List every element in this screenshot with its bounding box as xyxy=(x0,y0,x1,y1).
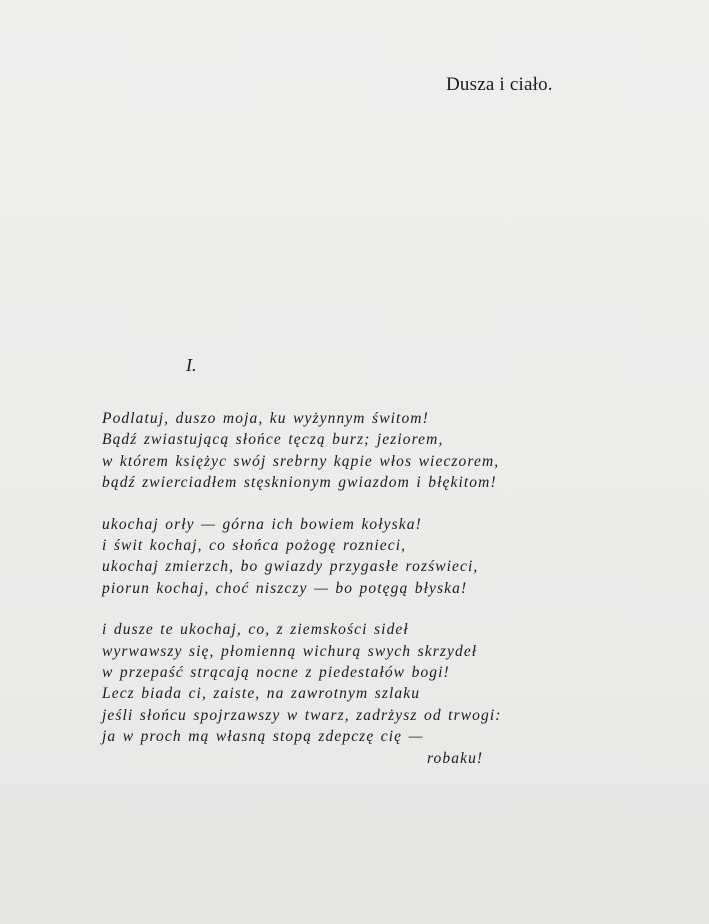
poem xyxy=(102,408,572,789)
poem-line-final-word: robaku! xyxy=(427,749,484,767)
poem-line: Podlatuj, duszo moja, ku wyżynnym świtom! xyxy=(102,410,429,427)
poem-line: wyrwawszy się, płomienną wichurą swych skrzydeł xyxy=(102,642,478,660)
poem-line: piorun kochaj, choć niszczy — bo potęgą błyska! xyxy=(102,579,468,597)
poem-line: i świt kochaj, co słońca pożogę roznieci, xyxy=(102,537,407,555)
page-title: Dusza i ciało. xyxy=(446,74,553,95)
stanza-2 xyxy=(102,514,572,600)
poem-line: ja w proch mą własną stopą zdepczę cię — xyxy=(102,728,424,746)
poem-line: bądź zwierciadłem stęsknionym gwiazdom i błękitom! xyxy=(102,474,497,492)
stanza-3 xyxy=(102,619,572,769)
poem-line: ukochaj zmierzch, bo gwiazdy przygasłe rozświeci, xyxy=(102,558,479,576)
poem-line: Lecz biada ci, zaiste, na zawrotnym szlaku xyxy=(102,685,421,703)
poem-line: w którem księżyc swój srebrny kąpie włos wieczorem, xyxy=(102,452,500,470)
poem-line: jeśli słońcu spojrzawszy w twarz, zadrżysz od trwogi: xyxy=(102,706,502,724)
poem-line: ukochaj orły — górna ich bowiem kołyska! xyxy=(102,515,422,533)
stanza-1 xyxy=(102,408,572,494)
poem-line: i dusze te ukochaj, co, z ziemskości sideł xyxy=(102,621,409,639)
section-numeral: I. xyxy=(186,355,197,375)
poem-line: Bądź zwiastującą słońce tęczą burz; jeziorem, xyxy=(102,431,444,449)
poem-line: w przepaść strącają nocne z piedestałów bogi! xyxy=(102,664,450,682)
